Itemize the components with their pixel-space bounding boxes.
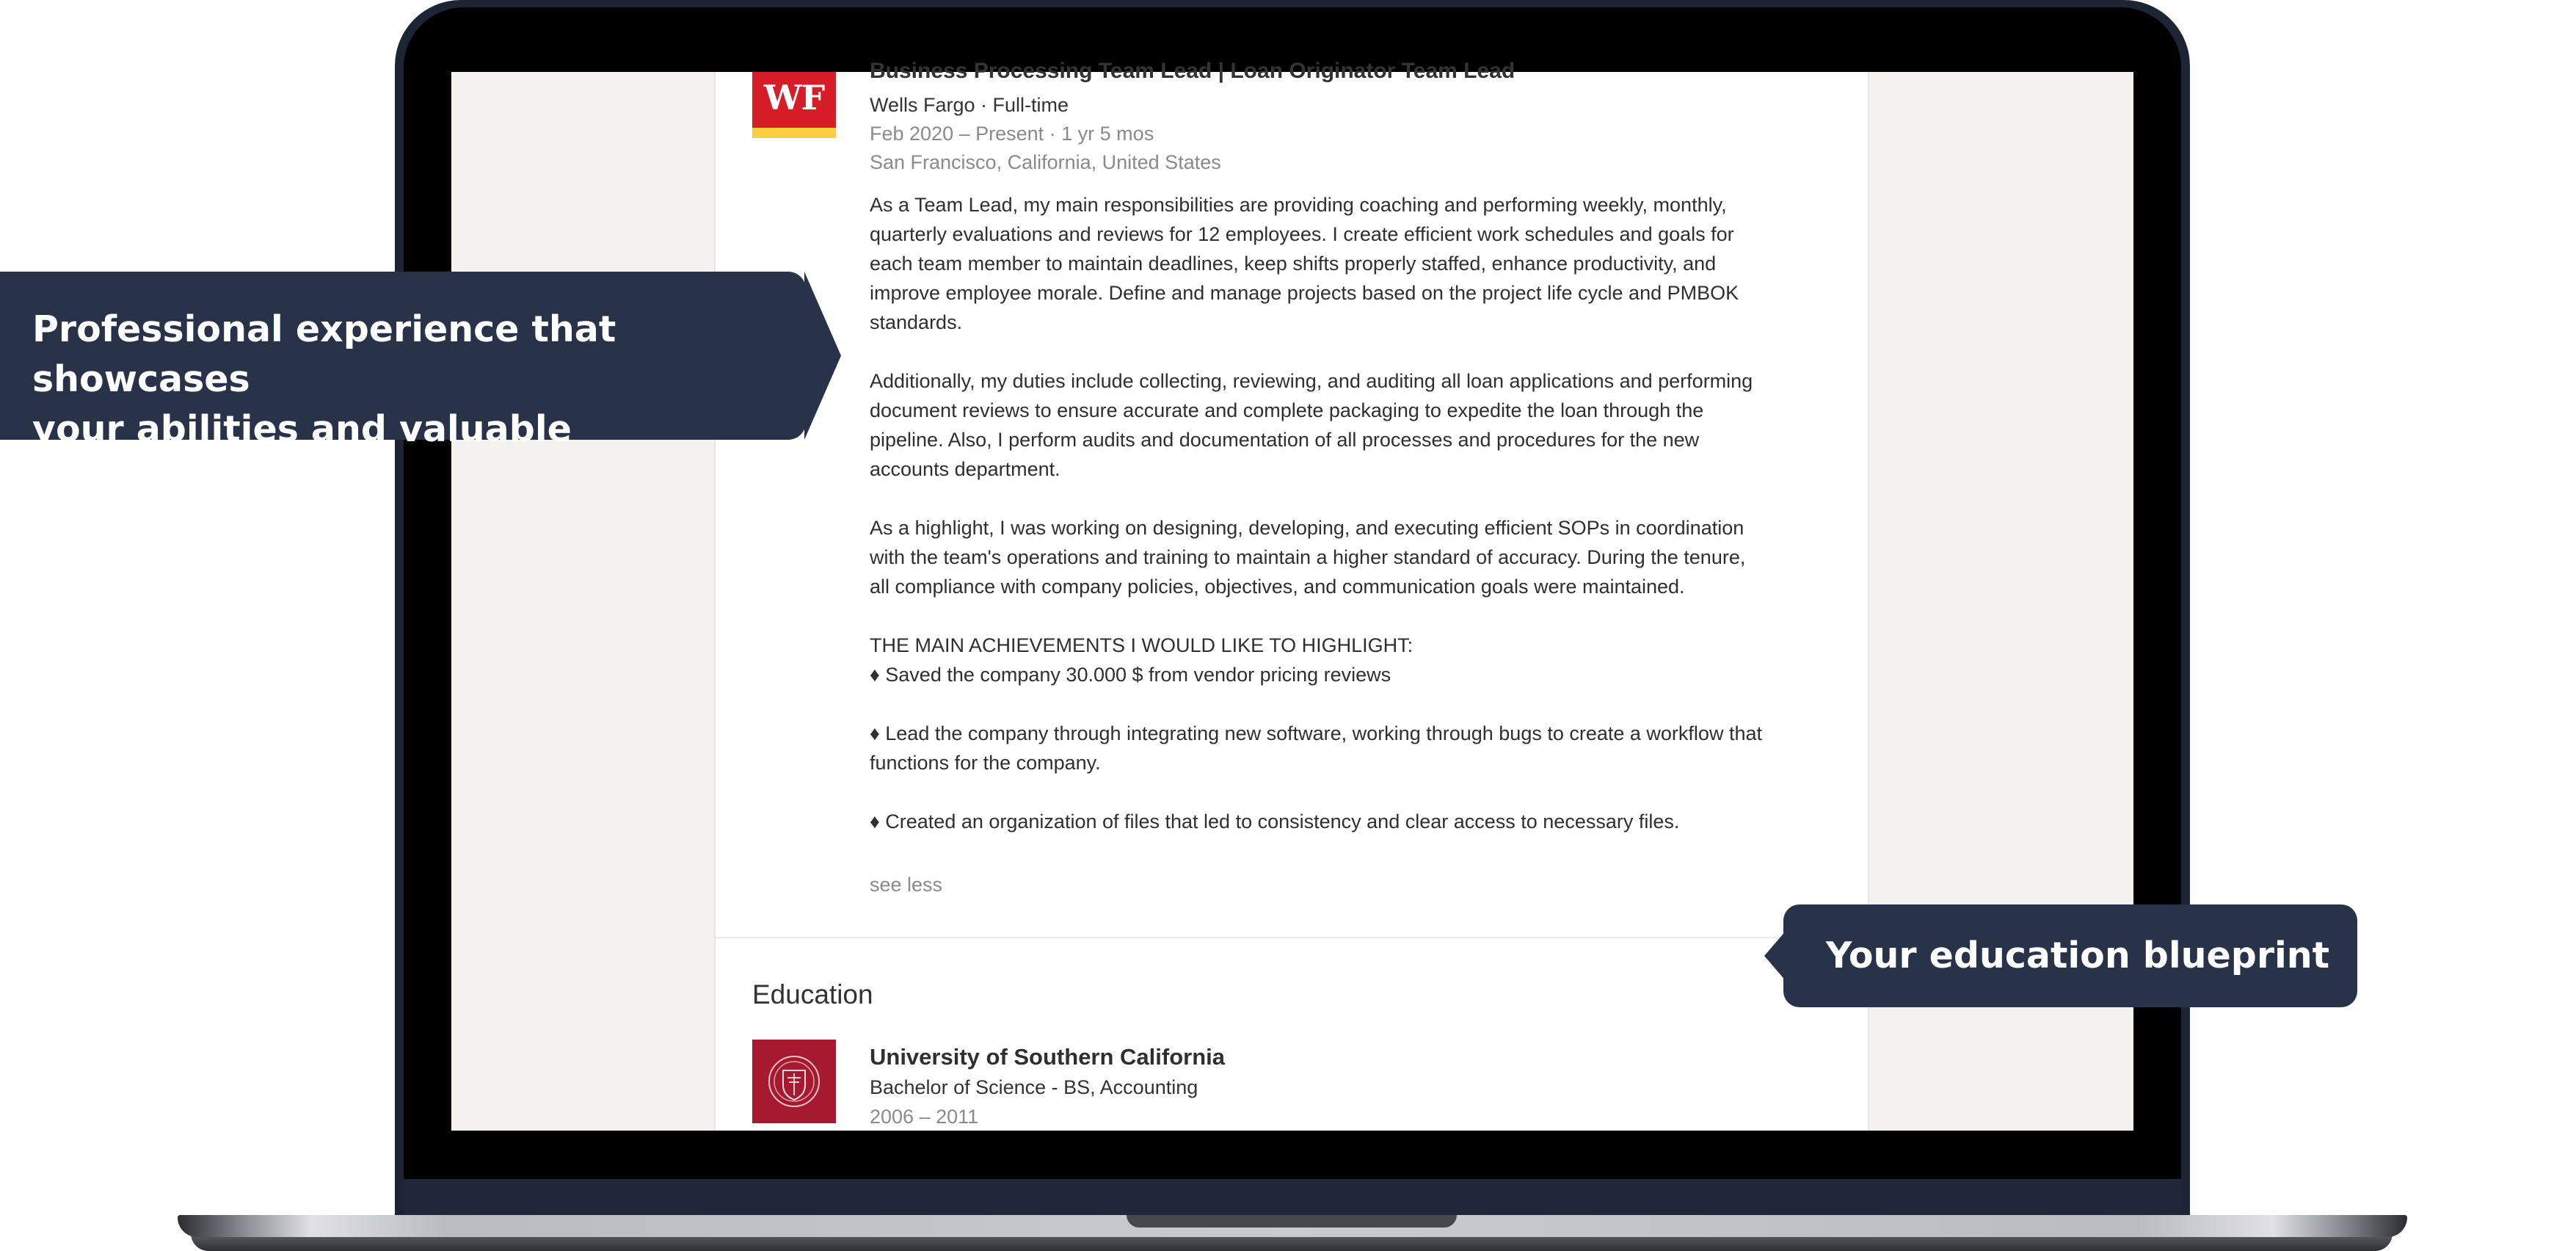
description-paragraph: As a Team Lead, my main responsibilities are providing coaching and performing weekly, monthly, quarterly evaluations and reviews for 12 employees. I create efficient work schedules and goals for each team member to maintain deadlines, keep shifts properly staffed, enhance productivity, and improve employee morale. Define and manage projects based on the project life cycle and PMBOK standards. — [870, 194, 1739, 333]
education-callout-text: Your education blueprint — [1825, 935, 2330, 976]
experience-callout-line: Professional experience that showcases — [32, 308, 616, 400]
laptop-chin — [404, 1179, 2181, 1217]
company-line: Wells Fargo · Full-time — [870, 94, 1069, 116]
see-less-link[interactable]: see less — [870, 874, 943, 896]
description-paragraph: As a highlight, I was working on designing, developing, and executing efficient SOPs in coordination with the team's operations and training to maintain a higher standard of accuracy. During the tenure, all compliance with company policies, objectives, and communication goals were maintained. — [870, 517, 1746, 598]
degree-line: Bachelor of Science - BS, Accounting — [870, 1076, 1198, 1098]
achievement-item: ♦ Saved the company 30.000 $ from vendor pricing reviews — [870, 664, 1391, 686]
wells-fargo-logo-text: WF — [763, 78, 825, 117]
description-paragraph: Additionally, my duties include collecting, reviewing, and auditing all loan applications and performing document reviews to ensure accurate and complete packaging to expedite the loan through the pipeline. Also, I perform audits and documentation of all processes and procedures for the new accounts department. — [870, 370, 1753, 480]
usc-seal-icon[interactable] — [752, 1040, 836, 1123]
achievement-item: ♦ Lead the company through integrating new software, working through bugs to create a workflow that functions for the company. — [870, 722, 1762, 774]
education-heading: Education — [752, 979, 873, 1009]
profile-card — [714, 59, 1869, 1131]
job-title[interactable]: Business Processing Team Lead | Loan Originator Team Lead — [870, 59, 1516, 83]
experience-callout-line: your abilities and valuable achievements — [32, 408, 572, 500]
location-line: San Francisco, California, United States — [870, 151, 1221, 173]
education-callout — [1783, 904, 2357, 1007]
achievement-item: ♦ Created an organization of files that led to consistency and clear access to necessary files. — [870, 811, 1680, 833]
education-years: 2006 – 2011 — [870, 1106, 979, 1128]
dates-line: Feb 2020 – Present · 1 yr 5 mos — [870, 123, 1154, 145]
job-description — [870, 190, 1765, 836]
laptop-notch — [1127, 1215, 1457, 1228]
wells-fargo-logo-stripe — [752, 128, 836, 138]
school-name[interactable]: University of Southern California — [870, 1044, 1226, 1070]
section-divider — [716, 937, 1868, 938]
experience-callout — [0, 272, 806, 500]
experience-callout-text — [32, 305, 810, 504]
achievements-heading: THE MAIN ACHIEVEMENTS I WOULD LIKE TO HIGHLIGHT: — [870, 634, 1413, 656]
